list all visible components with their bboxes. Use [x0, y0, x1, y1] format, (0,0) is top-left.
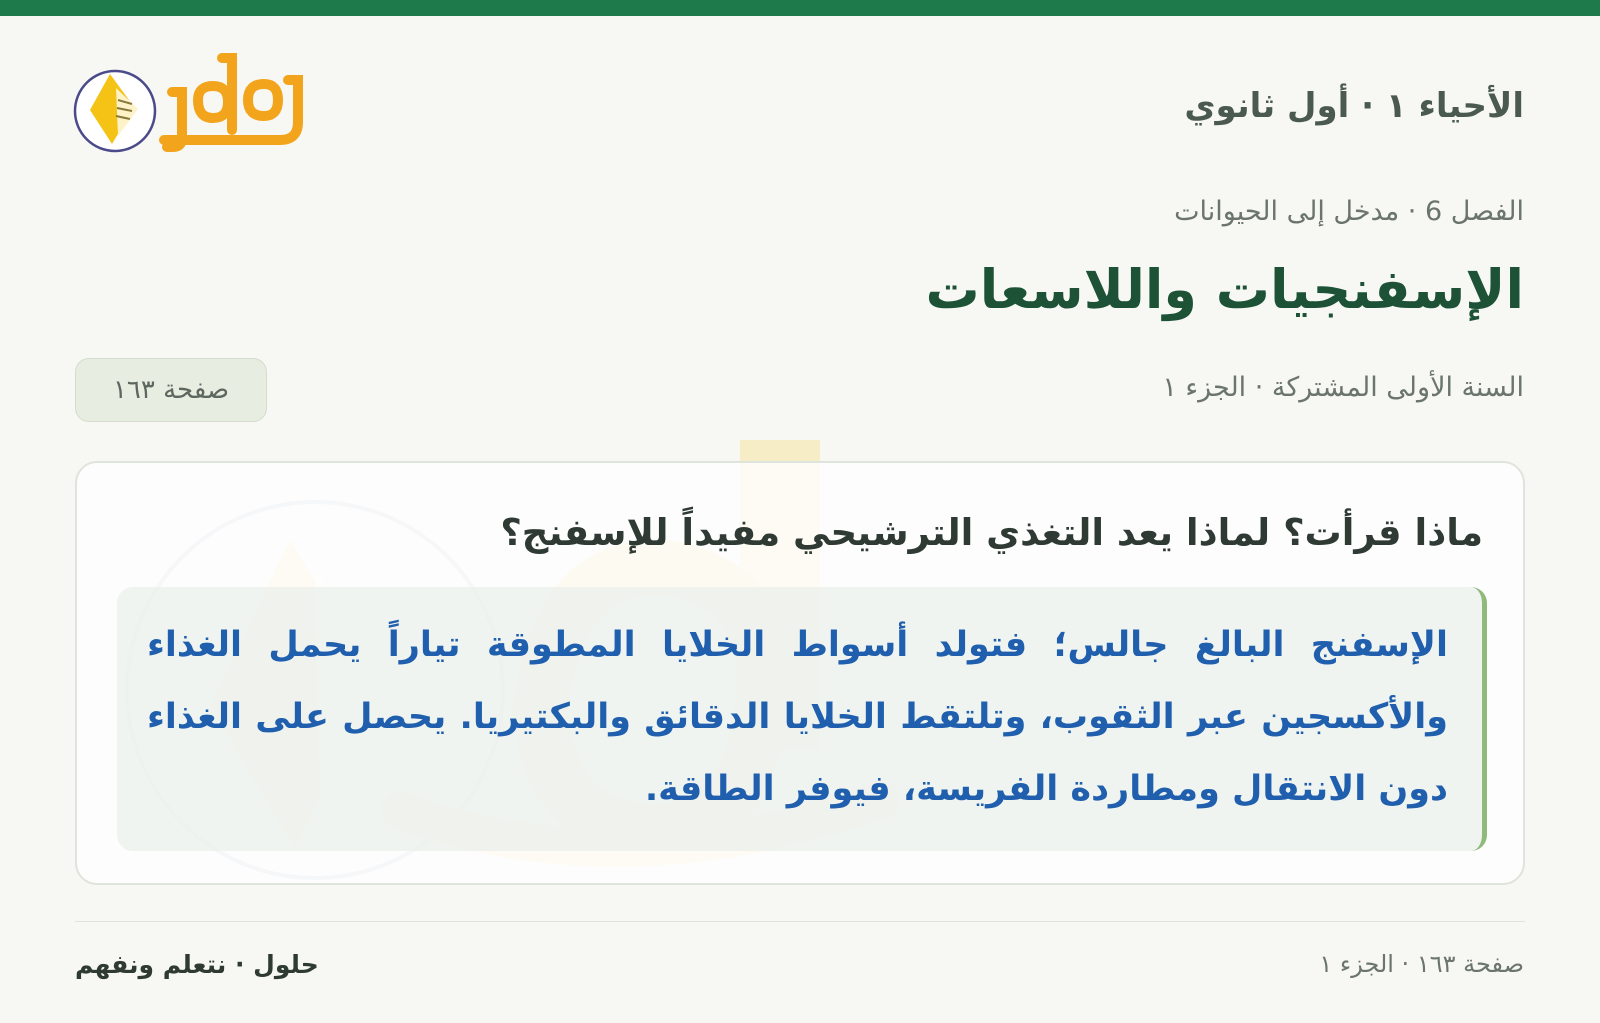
page-badge: [75, 358, 267, 422]
top-accent-bar: [0, 0, 1600, 16]
answer-text: الإسفنج البالغ جالس؛ فتولد أسواط الخلايا المطوقة تياراً يحمل الغذاء والأكسجين عبر الثقوب، وتلتقط الخلايا الدقائق والبكتيريا. يحصل على الغذاء دون الانتقال ومطاردة الفريسة، فيوفر الطاقة.: [147, 625, 1448, 809]
question-text: ماذا قرأت؟ لماذا يعد التغذي الترشيحي مفيداً للإسفنج؟: [500, 511, 1483, 554]
lesson-title: الإسفنجيات واللاسعات: [925, 258, 1524, 321]
footer-page-info: صفحة ١٦٣ · الجزء ١: [1319, 950, 1524, 978]
course-title: الأحياء ١ · أول ثانوي: [1184, 86, 1524, 126]
book-logo-icon: [72, 52, 332, 162]
footer-divider: [75, 921, 1525, 922]
lesson-meta: السنة الأولى المشتركة · الجزء ١: [1162, 372, 1524, 403]
question-card: [75, 461, 1525, 885]
answer-box: [117, 587, 1487, 851]
footer-brand: حلول · نتعلم ونفهم: [75, 950, 319, 979]
chapter-label: الفصل 6 · مدخل إلى الحيوانات: [1174, 196, 1524, 227]
page-badge-label: صفحة ١٦٣: [112, 375, 230, 405]
